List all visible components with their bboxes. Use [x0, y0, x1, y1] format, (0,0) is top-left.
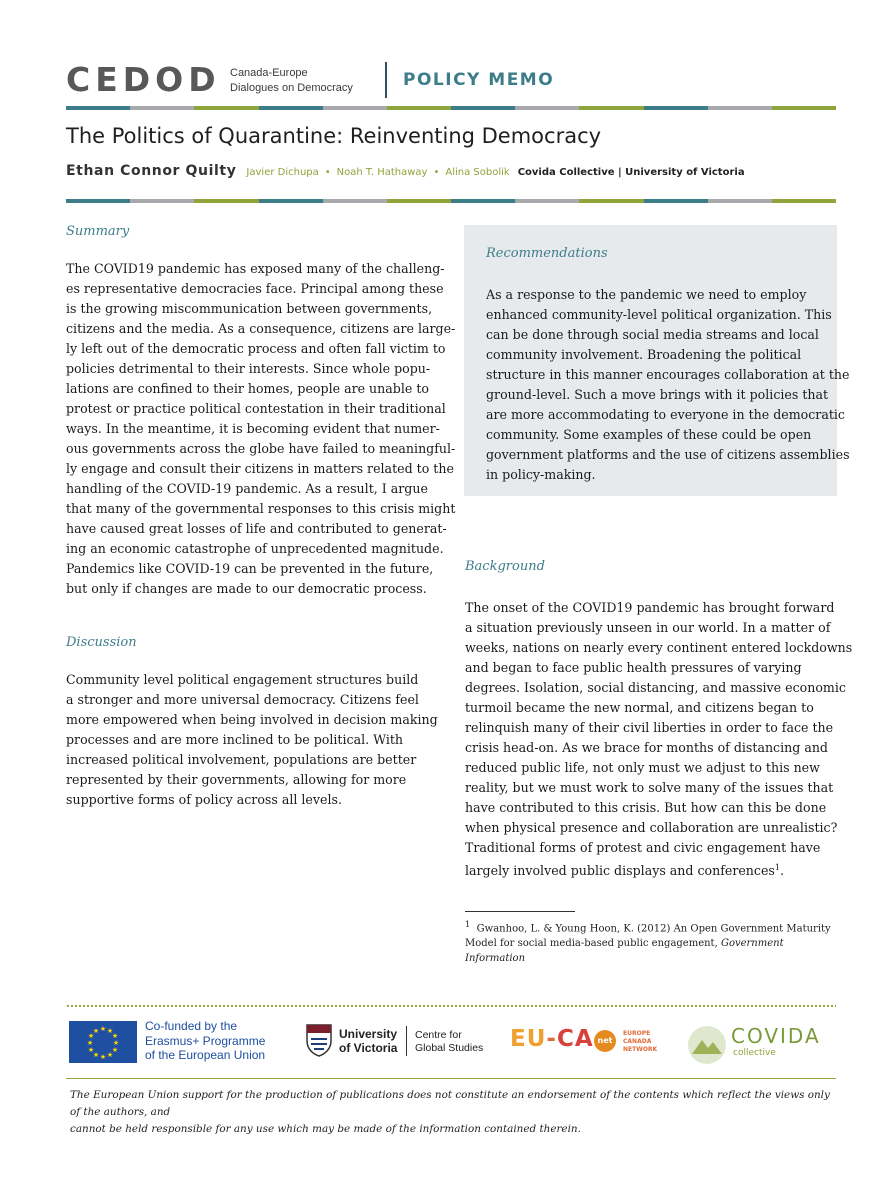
footnote [465, 917, 845, 966]
text-line [486, 285, 836, 305]
svg-text:★: ★ [87, 1046, 95, 1054]
svg-text:★: ★ [99, 1053, 107, 1061]
disclaimer-line1: The European Union support for the production of publications does not constitute an endorsement of the contents which reflect the views only of the authors, and [70, 1089, 830, 1118]
svg-text:★: ★ [111, 1032, 119, 1040]
covida-name: COVIDA [731, 1024, 821, 1048]
line-text: more empowered when being involved in decision making [66, 712, 438, 727]
stripe-segment [451, 199, 515, 203]
line-text: a stronger and more universal democracy. Citizens feel [66, 692, 419, 707]
uvic-name [339, 1027, 397, 1055]
text-line [66, 690, 446, 710]
text-line [486, 465, 836, 485]
line-text: are more accommodating to everyone in the democratic [486, 407, 845, 422]
text-line [66, 439, 456, 459]
line-text: ly left out of the democratic process and often fall victim to [66, 341, 446, 356]
text-line [66, 339, 446, 359]
stripe-segment [387, 106, 451, 110]
stripe-segment [130, 106, 194, 110]
euca-sub-line2: CANADA [623, 1038, 652, 1045]
cgs-line2: Global Studies [415, 1042, 484, 1054]
stripe-segment [515, 106, 579, 110]
eu-disclaimer [70, 1087, 830, 1138]
line-text: processes and are more inclined to be political. With [66, 732, 404, 747]
text-line [66, 770, 446, 790]
summary-text [66, 259, 456, 599]
line-text: protest or practice political contestation in their traditional [66, 401, 446, 416]
footnote-line [465, 936, 845, 966]
footnote-text: Gwanhoo, L. & Young Hoon, K. (2012) An Open Government Maturity [476, 923, 831, 935]
coauthor: Noah T. Hathaway [336, 167, 428, 178]
euca-sub-line3: NETWORK [623, 1046, 658, 1053]
line-text: handling of the COVID-19 pandemic. As a result, I argue [66, 481, 428, 496]
uvic-divider [406, 1026, 407, 1056]
cgs-name [415, 1029, 483, 1055]
stripe-segment [579, 106, 643, 110]
svg-text:★: ★ [112, 1039, 120, 1047]
text-line [465, 598, 845, 618]
cgs-line1: Centre for [415, 1029, 462, 1041]
text-line [66, 359, 446, 379]
text-line [66, 259, 446, 279]
text-line [465, 758, 845, 778]
org-name [230, 66, 353, 96]
euca-net-badge: net [594, 1030, 616, 1052]
line-text: weeks, nations on nearly every continent entered lockdowns [465, 640, 853, 655]
covida-mountain-icon [688, 1026, 726, 1064]
footnote-ref: 1 [774, 863, 780, 872]
svg-text:★: ★ [86, 1039, 94, 1047]
line-text: ly engage and consult their citizens in matters related to the [66, 461, 454, 476]
line-text: ways. In the meantime, it is becoming evident that numer- [66, 421, 440, 436]
disclaimer-line2: cannot be held responsible for any use which may be made of the information contained therein. [70, 1123, 581, 1135]
cedod-logo [66, 62, 221, 98]
line-text: largely involved public displays and conferences [465, 863, 775, 879]
summary-heading: Summary [66, 224, 130, 239]
text-line [465, 698, 845, 718]
footer-dotted-rule [66, 1004, 836, 1008]
svg-text:★: ★ [111, 1046, 119, 1054]
text-line [465, 738, 845, 758]
text-line [486, 405, 845, 425]
line-text: increased political involvement, populations are better [66, 752, 417, 767]
stripe-segment [259, 106, 323, 110]
line-text: when physical presence and collaboration are unrealistic? [465, 820, 838, 835]
org-name-line2: Dialogues on Democracy [230, 82, 353, 94]
line-text: but only if changes are made to our democratic process. [66, 581, 427, 596]
text-line [66, 730, 446, 750]
line-text: citizens and the media. As a consequence, citizens are large- [66, 321, 456, 336]
period: . [779, 863, 784, 879]
line-text: ground-level. Such a move brings with it policies that [486, 387, 829, 402]
eu-flag-icon [69, 1021, 137, 1063]
stripe-segment [194, 199, 258, 203]
discussion-text [66, 670, 446, 810]
line-text: reduced public life, not only must we adjust to this new [465, 760, 820, 775]
line-text: The COVID19 pandemic has exposed many of the challeng- [66, 261, 445, 276]
page-title: The Politics of Quarantine: Reinventing Democracy [66, 124, 602, 148]
text-line [486, 385, 836, 405]
line-text: have contributed to this crisis. But how can this be done [465, 800, 827, 815]
affiliation: Covida Collective | University of Victoria [517, 167, 745, 178]
stripe-segment [644, 106, 708, 110]
line-text: degrees. Isolation, social distancing, and massive economic [465, 680, 846, 695]
line-text: policies detrimental to their interests. Since whole popu- [66, 361, 431, 376]
line-text: represented by their governments, allowing for more [66, 772, 407, 787]
recommendations-heading: Recommendations [486, 246, 608, 261]
text-line [66, 670, 446, 690]
stripe-segment [772, 199, 836, 203]
stripe-segment [130, 199, 194, 203]
text-line [486, 425, 836, 445]
footnote-journal: Government Information [465, 938, 784, 965]
text-line [465, 658, 845, 678]
line-text: is the growing miscommunication between governments, [66, 301, 433, 316]
line-text: Pandemics like COVID-19 can be prevented in the future, [66, 561, 434, 576]
line-text: es representative democracies face. Principal among these [66, 281, 444, 296]
euca-network-label [623, 1030, 657, 1054]
stripe-segment [387, 199, 451, 203]
text-line [465, 798, 845, 818]
text-line [66, 479, 446, 499]
line-text: community. Some examples of these could be open [486, 427, 812, 442]
line-text: turmoil became the new normal, and citizens began to [465, 700, 814, 715]
stripe-segment [579, 199, 643, 203]
footnote-number: 1 [465, 919, 471, 929]
text-line [66, 499, 456, 519]
footnote-text2: Model for social media-based public engagement, [465, 938, 718, 950]
text-line [66, 399, 446, 419]
line-text: supportive forms of policy across all levels. [66, 792, 342, 807]
text-line [486, 345, 836, 365]
line-text: As a response to the pandemic we need to employ [486, 287, 807, 302]
line-text: in policy-making. [486, 467, 596, 482]
svg-text:★: ★ [106, 1051, 114, 1059]
line-text: Traditional forms of protest and civic engagement have [465, 840, 821, 855]
text-line [66, 539, 446, 559]
line-text: can be done through social media streams and local [486, 327, 819, 342]
footer-rule [66, 1078, 836, 1079]
line-text: The onset of the COVID19 pandemic has brought forward [465, 600, 835, 615]
text-line [465, 678, 845, 698]
top-stripe [66, 106, 836, 110]
text-line [465, 778, 845, 798]
eu-line3: of the European Union [145, 1048, 266, 1062]
text-line [66, 419, 446, 439]
doc-type-label: POLICY MEMO [403, 70, 555, 90]
footnote-line [465, 917, 845, 936]
text-line [465, 618, 845, 638]
coauthor: Alina Sobolik [445, 167, 510, 178]
svg-text:★: ★ [87, 1032, 95, 1040]
stripe-segment [708, 106, 772, 110]
line-text: enhanced community-level political organization. This [486, 307, 832, 322]
author-line [66, 163, 745, 179]
line-text: lations are confined to their homes, people are unable to [66, 381, 429, 396]
background-text [465, 598, 853, 881]
stripe-segment [515, 199, 579, 203]
line-text: and began to face public health pressures of varying [465, 660, 802, 675]
erasmus-credit [145, 1019, 265, 1063]
text-line [66, 790, 446, 810]
stripe-segment [644, 199, 708, 203]
stripe-segment [66, 199, 130, 203]
stripe-segment [772, 106, 836, 110]
svg-text:★: ★ [99, 1025, 107, 1033]
eu-line2: Erasmus+ Programme [145, 1033, 266, 1048]
line-text: government platforms and the use of citizens assemblies [486, 447, 850, 462]
text-line [465, 638, 853, 658]
text-line [66, 579, 446, 599]
line-text: crisis head-on. As we brace for months of distancing and [465, 740, 828, 755]
text-line [66, 379, 446, 399]
text-line [486, 365, 850, 385]
header-divider [385, 62, 387, 98]
text-line [66, 299, 446, 319]
text-line [465, 718, 845, 738]
line-text: ing an economic catastrophe of unprecedented magnitude. [66, 541, 444, 556]
svg-text:★: ★ [92, 1027, 100, 1035]
stripe-segment [451, 106, 515, 110]
org-name-line1: Canada-Europe [230, 67, 308, 79]
svg-text:★: ★ [106, 1027, 114, 1035]
stripe-segment [66, 106, 130, 110]
text-line [66, 710, 446, 730]
covida-subtitle: collective [733, 1048, 776, 1058]
line-text: Community level political engagement structures build [66, 672, 419, 687]
eu-line1: Co-funded by the [145, 1019, 238, 1033]
text-line [66, 319, 456, 339]
background-heading: Background [465, 559, 545, 574]
text-line [465, 818, 845, 838]
line-text: have caused great losses of life and contributed to generat- [66, 521, 447, 536]
separator-dot: • [324, 167, 331, 178]
discussion-heading: Discussion [66, 635, 137, 650]
uvic-crest-icon [305, 1023, 333, 1057]
line-text: a situation previously unseen in our world. In a matter of [465, 620, 831, 635]
text-line [465, 858, 845, 881]
line-text: community involvement. Broadening the political [486, 347, 802, 362]
text-line [486, 305, 836, 325]
euca-part-b: CA [556, 1026, 594, 1052]
text-line [486, 325, 836, 345]
euca-part-a: EU [510, 1026, 547, 1052]
text-line [66, 459, 454, 479]
text-line [66, 559, 446, 579]
stripe-segment [259, 199, 323, 203]
stripe-segment [708, 199, 772, 203]
euca-logo [510, 1026, 594, 1052]
svg-text:★: ★ [92, 1051, 100, 1059]
uvic-line2: of Victoria [339, 1041, 398, 1055]
text-line [66, 519, 446, 539]
line-text: structure in this manner encourages collaboration at the [486, 367, 850, 382]
logo-text: CEDOD [66, 60, 221, 99]
main-author: Ethan Connor Quilty [66, 163, 237, 179]
footnote-rule [465, 911, 575, 912]
stripe-segment [323, 106, 387, 110]
euca-sub-line1: EUROPE [623, 1030, 651, 1037]
text-line [66, 279, 446, 299]
text-line [486, 445, 850, 465]
euca-dash: - [546, 1026, 557, 1052]
stripe-segment [323, 199, 387, 203]
recommendations-text [486, 285, 850, 485]
separator-dot: • [433, 167, 440, 178]
uvic-line1: University [339, 1027, 398, 1041]
line-text: reality, but we must work to solve many of the issues that [465, 780, 834, 795]
title-stripe [66, 199, 836, 203]
stripe-segment [194, 106, 258, 110]
coauthor: Javier Dichupa [246, 167, 319, 178]
text-line [465, 838, 845, 858]
line-text: ous governments across the globe have failed to meaningful- [66, 441, 456, 456]
text-line [66, 750, 446, 770]
line-text: relinquish many of their civil liberties in order to face the [465, 720, 834, 735]
line-text: that many of the governmental responses to this crisis might [66, 501, 456, 516]
